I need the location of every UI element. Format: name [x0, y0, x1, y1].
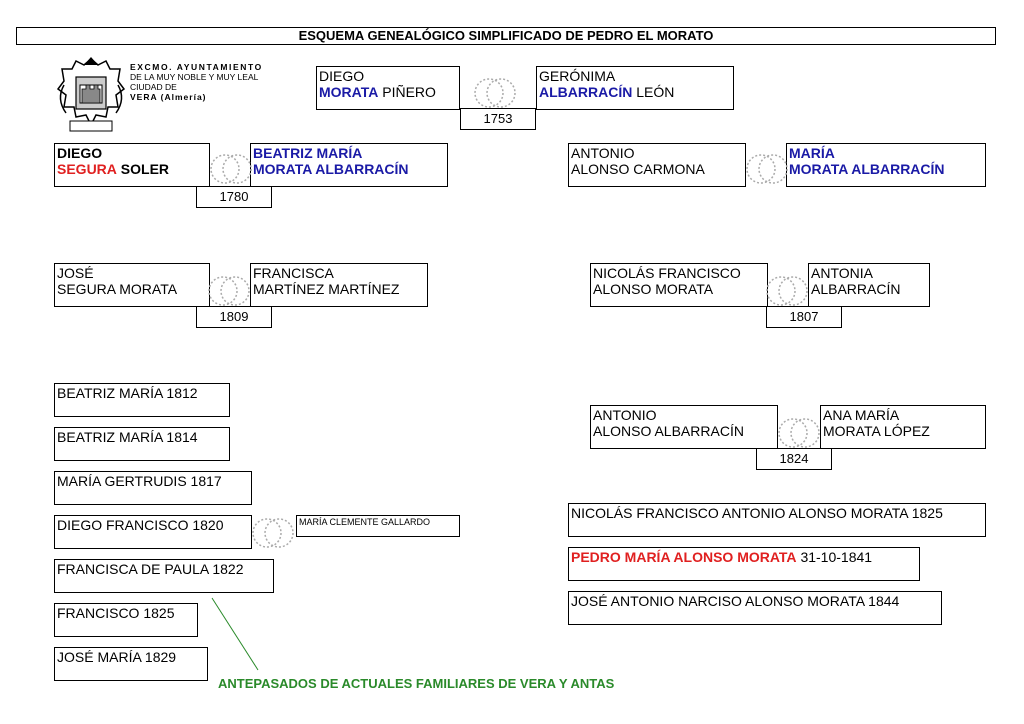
marriage-year: 1809: [196, 306, 272, 328]
person-surname: ALONSO ALBARRACÍN: [593, 423, 744, 439]
person-surname: MORATA ALBARRACÍN: [253, 161, 409, 177]
child-entry: MARÍA GERTRUDIS 1817: [54, 471, 252, 505]
person-surname: ALONSO MORATA: [593, 281, 714, 297]
child-entry: BEATRIZ MARÍA 1814: [54, 427, 230, 461]
logo-line-4: VERA (Almería): [130, 92, 207, 102]
logo-line-2: DE LA MUY NOBLE Y MUY LEAL: [130, 72, 259, 82]
child-entry: FRANCISCA DE PAULA 1822: [54, 559, 274, 593]
marriage-year: 1807: [766, 306, 842, 328]
person-surname: MORATA LÓPEZ: [823, 423, 930, 439]
person-surname-1: SEGURA: [57, 161, 117, 177]
person-surname: MORATA ALBARRACÍN: [789, 161, 945, 177]
logo-line-3: CIUDAD DE: [130, 82, 177, 92]
child-entry: FRANCISCO 1825: [54, 603, 198, 637]
child-jose-antonio-narciso: JOSÉ ANTONIO NARCISO ALONSO MORATA 1844: [568, 591, 942, 625]
person-surname: MARTÍNEZ MARTÍNEZ: [253, 281, 400, 297]
person-first-name: DIEGO: [319, 68, 365, 84]
marriage-year: 1780: [196, 186, 272, 208]
pedro-birth-date: 31-10-1841: [800, 549, 873, 565]
person-first-name: MARÍA: [789, 145, 835, 161]
person-surname-2: PIÑERO: [382, 84, 436, 100]
person-first-name: BEATRIZ MARÍA: [253, 145, 363, 161]
person-first-name: ANTONIO: [593, 407, 657, 423]
footer-note: ANTEPASADOS DE ACTUALES FAMILIARES DE VERA Y ANTAS: [218, 676, 615, 691]
person-first-name: DIEGO: [57, 145, 103, 161]
marriage-year: 1824: [756, 448, 832, 470]
spouse-maria-clemente-gallardo: MARÍA CLEMENTE GALLARDO: [296, 515, 460, 537]
pedro-name: PEDRO MARÍA ALONSO MORATA: [571, 549, 797, 565]
logo-line-1: EXCMO. AYUNTAMIENTO: [130, 62, 263, 72]
child-entry: BEATRIZ MARÍA 1812: [54, 383, 230, 417]
person-surname: ALBARRACÍN: [811, 281, 901, 297]
person-first-name: ANA MARÍA: [823, 407, 900, 423]
person-surname-2: LEÓN: [636, 84, 675, 100]
child-entry: DIEGO FRANCISCO 1820: [54, 515, 252, 549]
person-surname-1: MORATA: [319, 84, 379, 100]
person-surname: ALONSO CARMONA: [571, 161, 705, 177]
person-surname-1: ALBARRACÍN: [539, 84, 633, 100]
person-first-name: ANTONIA: [811, 265, 873, 281]
page-title: ESQUEMA GENEALÓGICO SIMPLIFICADO DE PEDRO EL MORATO: [16, 27, 996, 45]
person-surname: SEGURA MORATA: [57, 281, 178, 297]
child-entry: JOSÉ MARÍA 1829: [54, 647, 208, 681]
person-first-name: JOSÉ: [57, 265, 94, 281]
child-nicolas-francisco-antonio: NICOLÁS FRANCISCO ANTONIO ALONSO MORATA 1825: [568, 503, 986, 537]
marriage-year: 1753: [460, 108, 536, 130]
person-first-name: ANTONIO: [571, 145, 635, 161]
person-first-name: FRANCISCA: [253, 265, 334, 281]
person-surname-2: SOLER: [120, 161, 170, 177]
person-first-name: GERÓNIMA: [539, 68, 616, 84]
person-first-name: NICOLÁS FRANCISCO: [593, 265, 741, 281]
